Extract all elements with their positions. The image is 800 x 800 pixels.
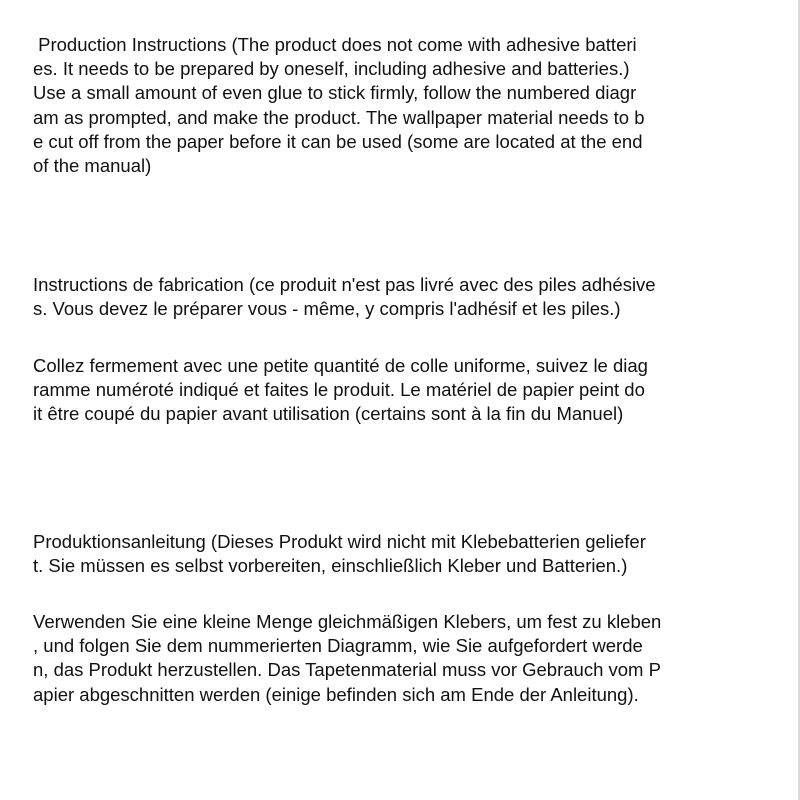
text-line: , und folgen Sie dem nummerierten Diagramm, wie Sie aufgefordert werde	[33, 635, 643, 657]
text-line: n, das Produkt herzustellen. Das Tapetenmaterial muss vor Gebrauch vom P	[33, 659, 661, 681]
text-line: am as prompted, and make the product. The wallpaper material needs to b	[33, 106, 645, 128]
text-line: ramme numéroté indiqué et faites le produit. Le matériel de papier peint do	[33, 379, 645, 401]
german-body-paragraph	[33, 610, 661, 707]
english-instructions	[33, 33, 645, 178]
text-line: es. It needs to be prepared by oneself, including adhesive and batteries.)	[33, 58, 630, 80]
text-line: Verwenden Sie eine kleine Menge gleichmäßigen Klebers, um fest zu kleben	[33, 611, 662, 632]
german-intro-paragraph	[33, 530, 646, 578]
text-line: Production Instructions (The product does not come with adhesive batteri	[33, 34, 637, 55]
text-line: apier abgeschnitten werden (einige befinden sich am Ende der Anleitung).	[33, 683, 639, 705]
text-line: s. Vous devez le préparer vous - même, y compris l'adhésif et les piles.)	[33, 298, 621, 320]
text-line: Collez fermement avec une petite quantité de colle uniforme, suivez le diag	[33, 355, 648, 376]
text-line: of the manual)	[33, 155, 152, 177]
text-line: Instructions de fabrication (ce produit n'est pas livré avec des piles adhésive	[33, 274, 656, 295]
text-line: Use a small amount of even glue to stick firmly, follow the numbered diagr	[33, 82, 637, 104]
text-line: Produktionsanleitung (Dieses Produkt wird nicht mit Klebebatterien geliefer	[33, 531, 646, 552]
text-line: e cut off from the paper before it can be used (some are located at the end	[33, 130, 643, 152]
french-body-paragraph	[33, 354, 648, 427]
text-line: t. Sie müssen es selbst vorbereiten, einschließlich Kleber und Batterien.)	[33, 555, 628, 577]
text-line: it être coupé du papier avant utilisation (certains sont à la fin du Manuel)	[33, 403, 624, 425]
french-intro-paragraph	[33, 273, 656, 321]
